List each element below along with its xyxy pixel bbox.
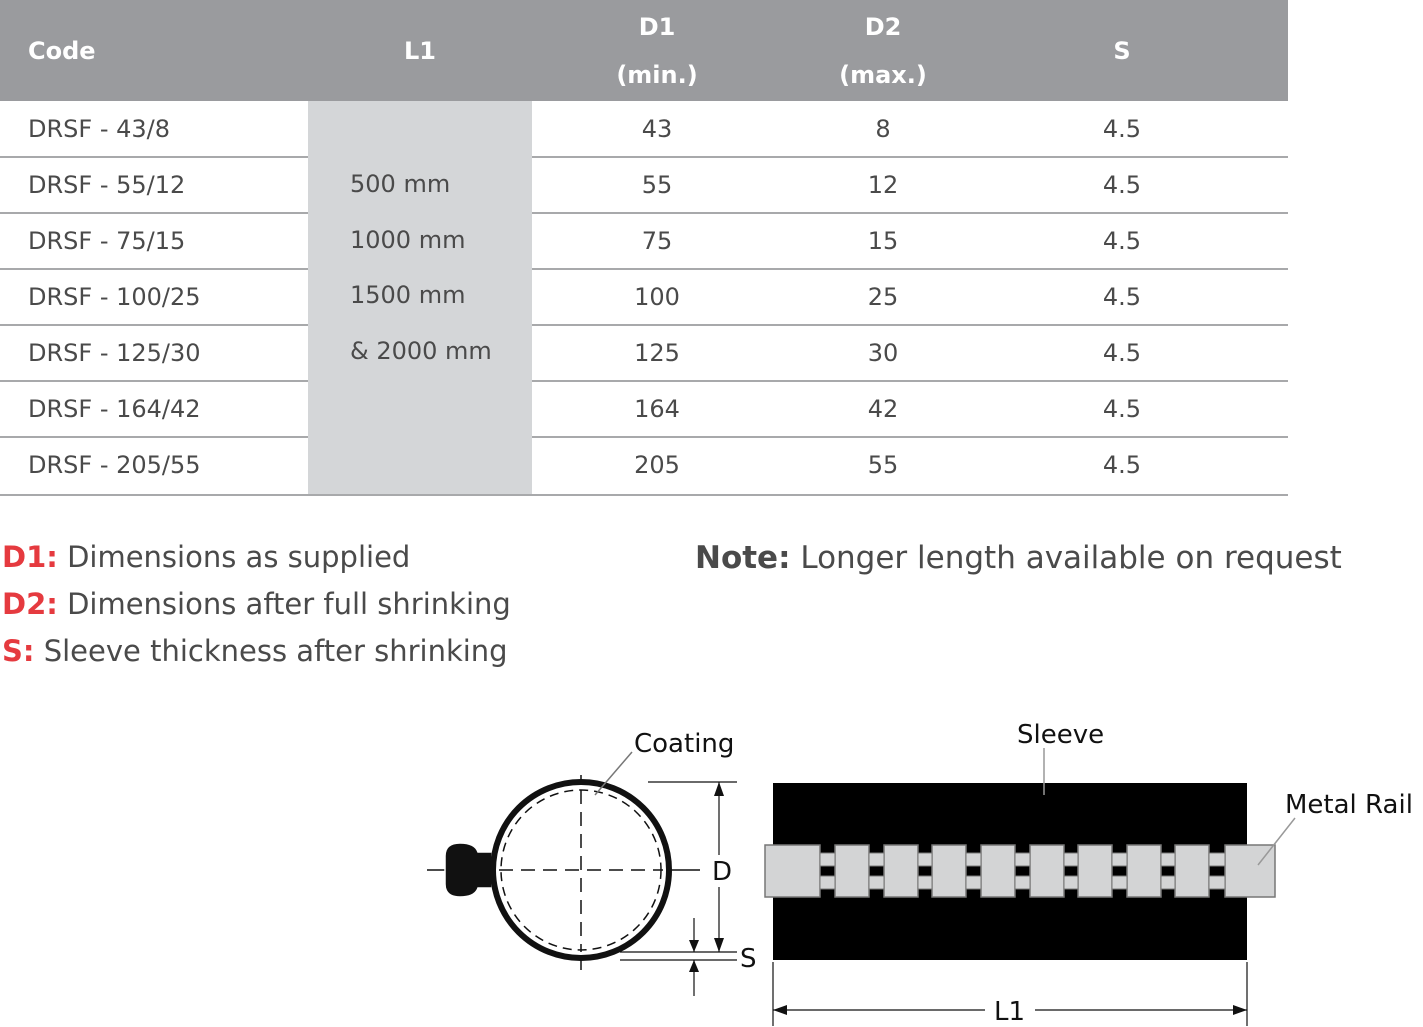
rail-clip-profile	[445, 843, 492, 897]
rail-segment	[1078, 845, 1112, 897]
header-d1-sub: (min.)	[616, 60, 698, 89]
cell-d2: 12	[867, 171, 899, 199]
rail-segment	[884, 845, 918, 897]
cell-code: DRSF - 205/55	[28, 451, 201, 479]
s-arrow-up-icon	[689, 960, 699, 972]
rail-segment	[1030, 845, 1064, 897]
l1-arrow-left-icon	[773, 1005, 787, 1015]
cell-s: 4.5	[1102, 227, 1142, 255]
header-l1	[308, 0, 532, 101]
cell-d2: 30	[867, 339, 899, 367]
rail-link	[820, 853, 835, 866]
cell-code: DRSF - 75/15	[28, 227, 186, 255]
table-row	[0, 437, 1288, 493]
table-row	[0, 269, 1288, 325]
l1-label: L1	[994, 997, 1026, 1027]
rail-link	[1064, 853, 1078, 866]
rail-link	[1161, 876, 1175, 889]
cell-s: 4.5	[1102, 451, 1142, 479]
cell-code: DRSF - 43/8	[28, 115, 171, 143]
pipe-cross-section	[427, 729, 757, 996]
header-d2-label: D2	[864, 12, 902, 41]
table-row	[0, 101, 1288, 157]
rail-link	[918, 876, 932, 889]
rail-segment	[835, 845, 869, 897]
table-row	[0, 213, 1288, 269]
l1-value: 1000 mm	[350, 226, 466, 254]
rail-end-left	[765, 845, 820, 897]
cell-d1: 125	[634, 339, 680, 367]
cell-s: 4.5	[1102, 171, 1142, 199]
cell-d2: 8	[875, 115, 891, 143]
l1-arrow-right-icon	[1233, 1005, 1247, 1015]
cell-s: 4.5	[1102, 115, 1142, 143]
rail-link	[1064, 876, 1078, 889]
d-label: D	[712, 857, 733, 887]
sleeve-label: Sleeve	[1017, 720, 1105, 750]
rail-link	[1112, 853, 1127, 866]
cell-d2: 15	[867, 227, 899, 255]
cell-d1: 55	[641, 171, 673, 199]
cell-d2: 25	[867, 283, 899, 311]
cell-d2: 42	[867, 395, 899, 423]
s-label: S	[740, 944, 757, 974]
legend-s	[2, 634, 508, 668]
sleeve-side-view	[765, 720, 1413, 1027]
legend-d1	[2, 540, 410, 574]
legend-text: Dimensions as supplied	[57, 540, 411, 574]
cell-d1: 100	[634, 283, 680, 311]
cell-d1: 205	[634, 451, 680, 479]
legend-text: Sleeve thickness after shrinking	[34, 634, 508, 668]
legend-key: D1:	[2, 540, 58, 574]
rail-link	[869, 876, 884, 889]
header-s	[984, 0, 1260, 101]
header-s-label: S	[1113, 36, 1131, 65]
note-key: Note:	[695, 540, 791, 576]
table-row	[0, 381, 1288, 437]
header-l1-label: L1	[404, 36, 436, 65]
rail-segment	[981, 845, 1015, 897]
note-text: Longer length available on request	[790, 540, 1342, 576]
cell-code: DRSF - 55/12	[28, 171, 186, 199]
table-header	[0, 0, 1288, 101]
s-arrow-down-icon	[689, 940, 699, 952]
cell-s: 4.5	[1102, 339, 1142, 367]
legend-text: Dimensions after full shrinking	[57, 587, 511, 621]
rail-link	[1161, 853, 1175, 866]
sleeve-diagram	[0, 680, 1423, 1027]
cell-s: 4.5	[1102, 283, 1142, 311]
cell-code: DRSF - 164/42	[28, 395, 201, 423]
rail-segment	[1175, 845, 1209, 897]
l1-value: & 2000 mm	[350, 337, 492, 365]
legend-d2	[2, 587, 511, 621]
rail-link	[966, 853, 981, 866]
note	[695, 540, 1342, 576]
rail-link	[966, 876, 981, 889]
d-arrow-up-icon	[714, 782, 724, 796]
cell-code: DRSF - 125/30	[28, 339, 201, 367]
cell-d2: 55	[867, 451, 899, 479]
cell-code: DRSF - 100/25	[28, 283, 201, 311]
l1-value: 500 mm	[350, 170, 451, 198]
header-code: Code	[28, 36, 96, 65]
d-arrow-down-icon	[714, 938, 724, 952]
table-row	[0, 325, 1288, 381]
metal-rail-label: Metal Rail	[1285, 790, 1413, 820]
rail-link	[918, 853, 932, 866]
rail-link	[1209, 853, 1225, 866]
header-d1-label: D1	[638, 12, 676, 41]
legend-key: S:	[2, 634, 35, 668]
metal-rail-leader	[1258, 818, 1295, 865]
legend-key: D2:	[2, 587, 58, 621]
coating-label: Coating	[634, 729, 735, 759]
cell-d1: 164	[634, 395, 680, 423]
table-bottom-border	[0, 494, 1288, 496]
rail-link	[1209, 876, 1225, 889]
header-d1	[532, 0, 782, 101]
rail-link	[1112, 876, 1127, 889]
rail-link	[1015, 876, 1030, 889]
rail-link	[869, 853, 884, 866]
cell-d1: 43	[641, 115, 673, 143]
cell-s: 4.5	[1102, 395, 1142, 423]
rail-segment	[932, 845, 966, 897]
cell-d1: 75	[641, 227, 673, 255]
header-d2-sub: (max.)	[839, 60, 927, 89]
header-d2	[782, 0, 984, 101]
rail-link	[820, 876, 835, 889]
l1-value: 1500 mm	[350, 281, 466, 309]
rail-link	[1015, 853, 1030, 866]
rail-segment	[1127, 845, 1161, 897]
table-row	[0, 157, 1288, 213]
